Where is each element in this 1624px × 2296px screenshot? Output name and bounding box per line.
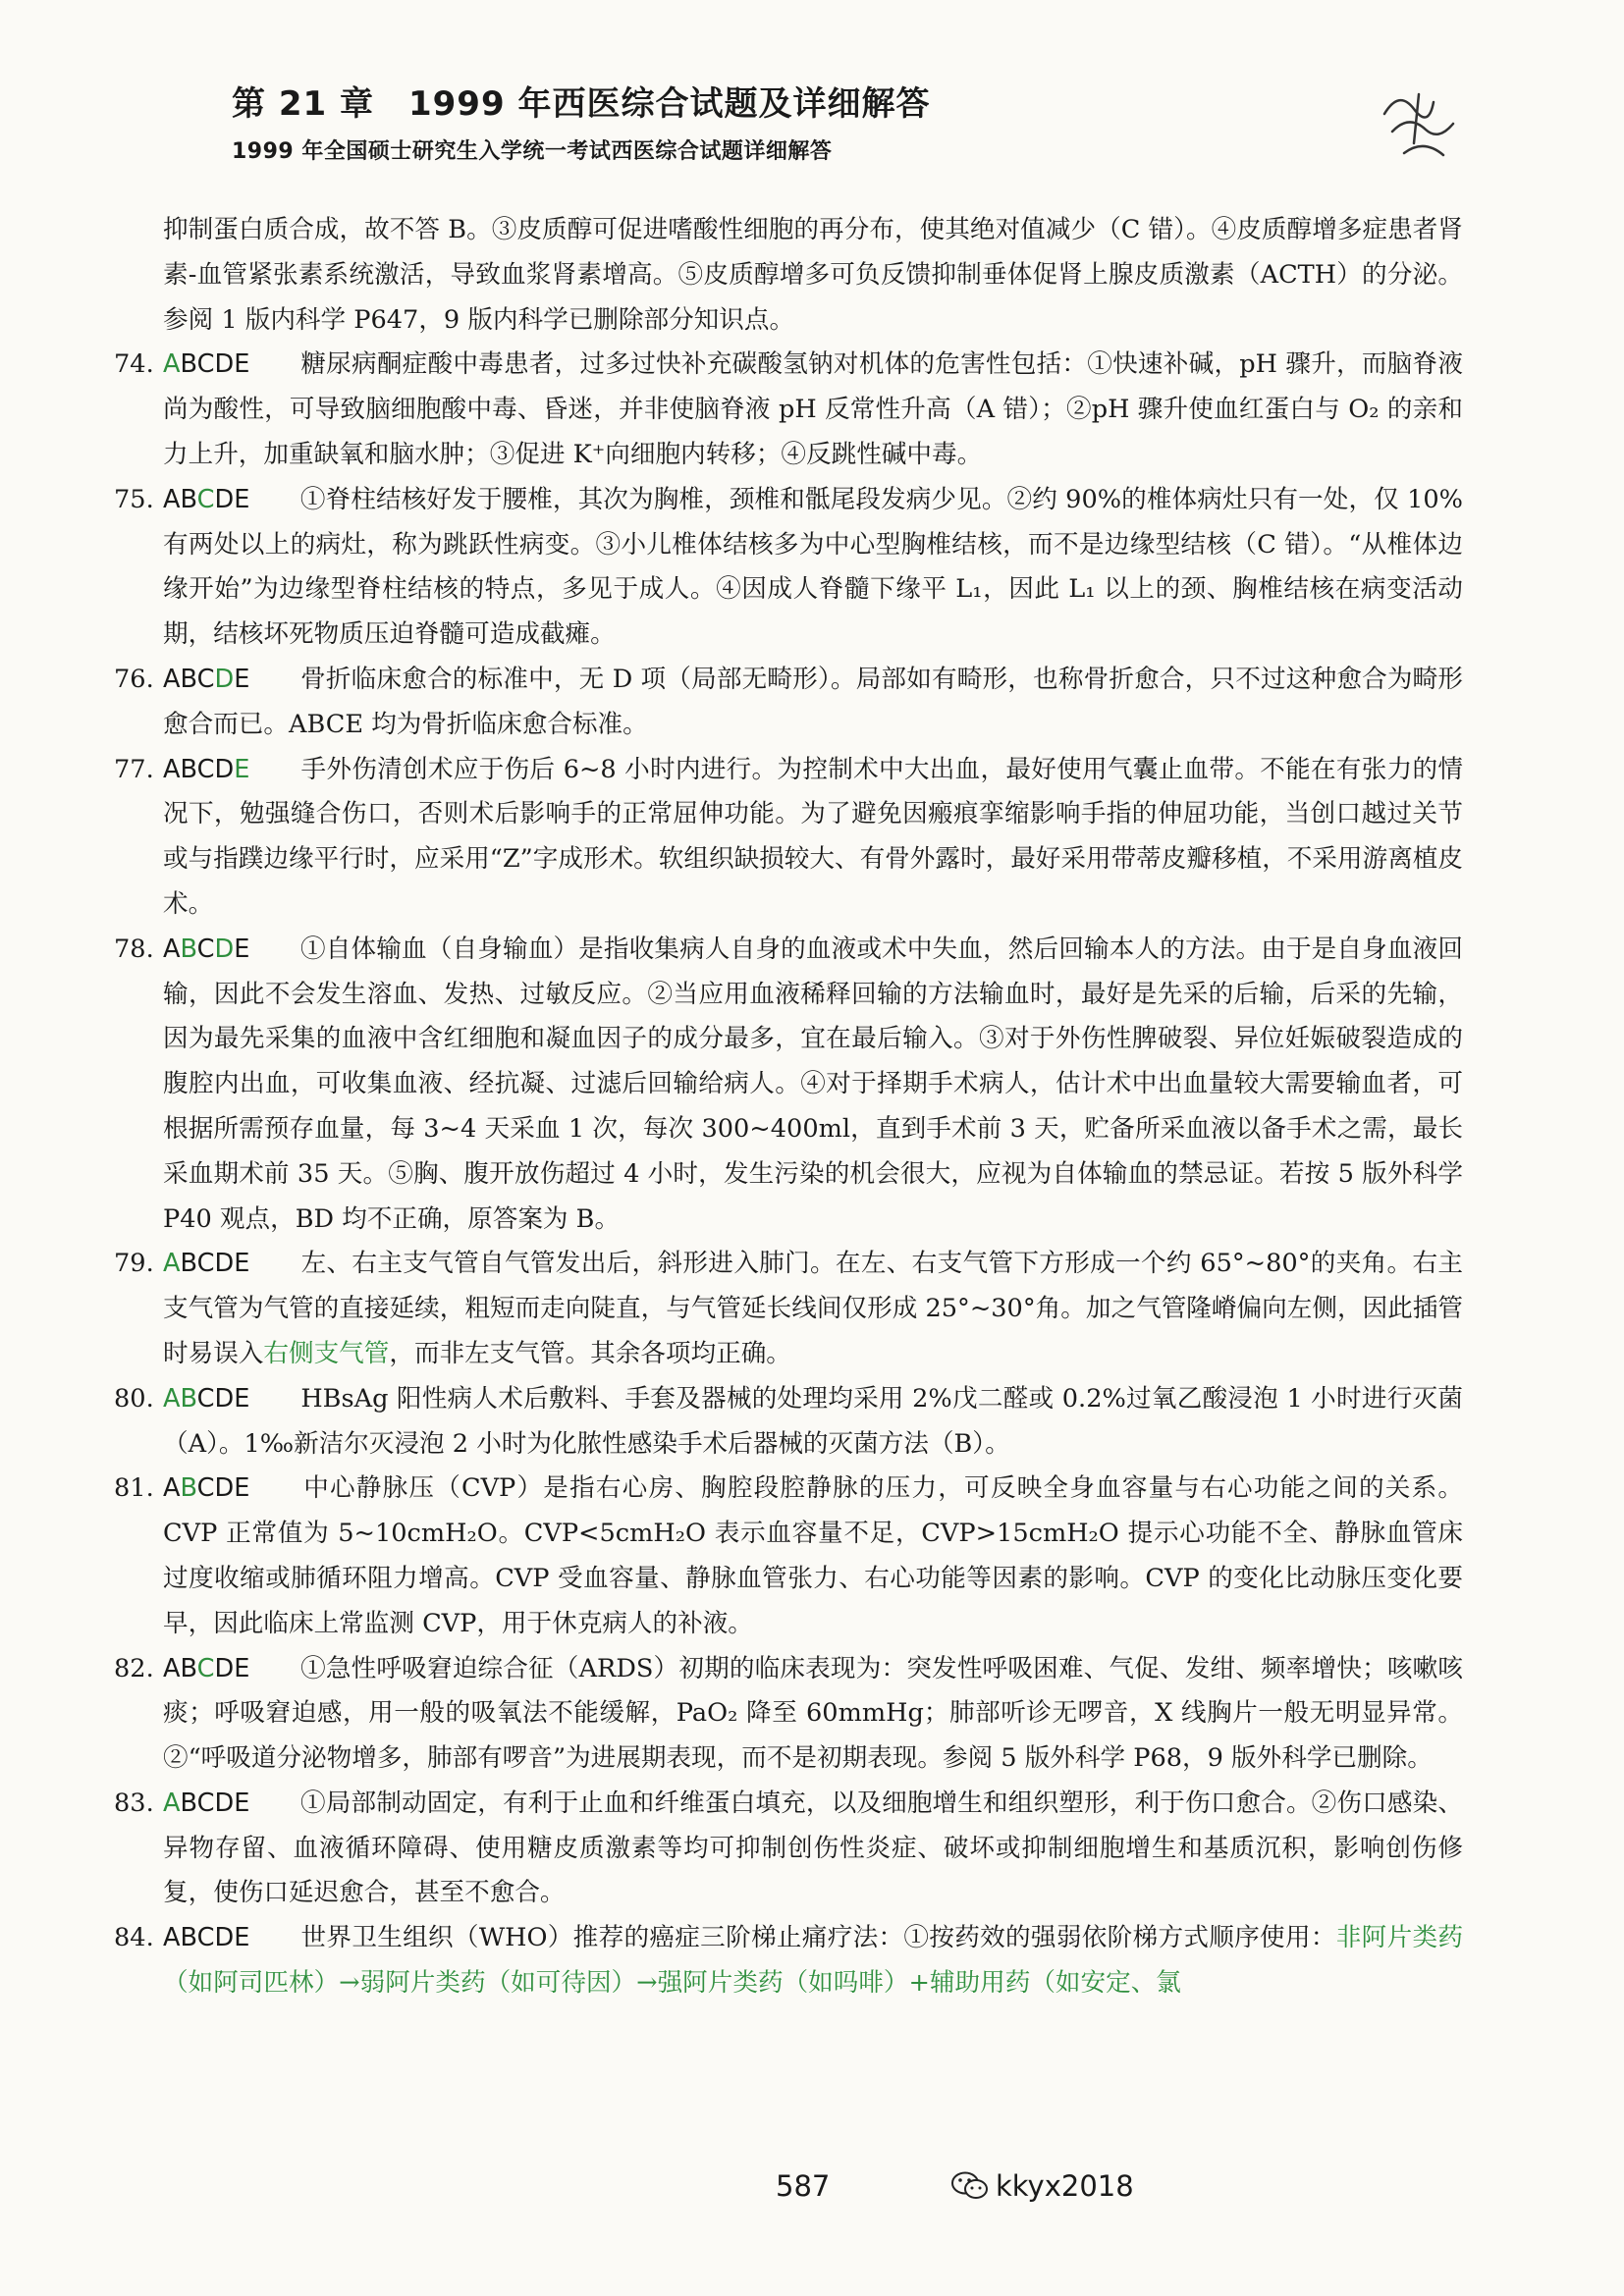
- option-letter: D: [214, 1249, 235, 1279]
- option-letter: A: [163, 664, 181, 694]
- answer-options: [163, 1923, 249, 1952]
- option-letter: C: [196, 1473, 215, 1504]
- answer-item: [114, 1647, 1463, 1782]
- question-number: 81.: [114, 1473, 154, 1504]
- explanation-text: 手外伤清创术应于伤后 6~8 小时内进行。为控制术中大出血，最好使用气囊止血带。不能在有张力的情况下，勉强缝合伤口，否则术后影响手的正常屈伸功能。为了避免因瘢痕挛缩影响手指的伸屈功能，当创口越过关节或与指蹼边缘平行时，应采用“Z”字成形术。软组织缺损较大、有骨外露时，最好采用带蒂皮瓣移植，不采用游离植皮术。: [163, 754, 1463, 919]
- explanation-text: ①局部制动固定，有利于止血和纤维蛋白填充，以及细胞增生和组织塑形，利于伤口愈合。②伤口感染、异物存留、血液循环障碍、使用糖皮质激素等均可抑制创伤性炎症、破坏或抑制细胞增生和基质沉积，影响创伤修复，使伤口延迟愈合，甚至不愈合。: [163, 1788, 1463, 1908]
- answer-options: [163, 485, 249, 514]
- answer-item: [114, 478, 1463, 658]
- explanation-text: 世界卫生组织（WHO）推荐的癌症三阶梯止痛疗法：①按药效的强弱依阶梯方式顺序使用：: [300, 1923, 1336, 1953]
- exam-subtitle: 1999 年全国硕士研究生入学统一考试西医综合试题详细解答: [232, 139, 833, 164]
- option-letter: D: [214, 1923, 235, 1953]
- option-letter: D: [214, 1788, 235, 1818]
- option-letter: D: [214, 754, 235, 784]
- option-letter: A: [163, 1473, 181, 1504]
- answer-options: [163, 1473, 249, 1503]
- option-letter: D: [214, 484, 235, 514]
- explanation-text: 左、右主支气管自气管发出后，斜形进入肺门。在左、右支气管下方形成一个约 65°~80°的夹角。右主支气管为气管的直接延续，粗短而走向陡直，与气管延长线间仅形成 25°~30°角。加之气管隆嵴偏向左侧，因此插管时易误入右侧支气管，而非左支气管。其余各项均正确。: [163, 1249, 1463, 1368]
- watermark-text: kkyx2018: [996, 2169, 1134, 2203]
- chapter-title: 第 21 章 1999 年西医综合试题及详细解答: [232, 84, 931, 124]
- option-letter: E: [234, 349, 250, 380]
- answer-item: [114, 1916, 1463, 2006]
- correct-option: A: [163, 1383, 181, 1414]
- answer-options: [163, 1249, 249, 1278]
- answer-item: [114, 1242, 1463, 1376]
- correct-option: A: [163, 1249, 181, 1279]
- explanation-text: ①急性呼吸窘迫综合征（ARDS）初期的临床表现为：突发性呼吸困难、气促、发绀、频率增快；咳嗽咳痰；呼吸窘迫感，用一般的吸氧法不能缓解，PaO₂ 降至 60mmHg；肺部听诊无啰音，X 线胸片一般无明显异常。②“呼吸道分泌物增多，肺部有啰音”为进展期表现，而不是初期表现。参阅 5 版外科学 P68，9 版外科学已删除。: [163, 1653, 1463, 1774]
- handwritten-mark-icon: [1375, 84, 1463, 173]
- explanation-text: ①脊柱结核好发于腰椎，其次为胸椎，颈椎和骶尾段发病少见。②约 90%的椎体病灶只有一处，仅 10%有两处以上的病灶，称为跳跃性病变。③小儿椎体结核多为中心型胸椎结核，而不是边缘型结核（C 错）。“从椎体边缘开始”为边缘型脊柱结核的特点，多见于成人。④因成人脊髓下缘平 L₁，因此 L₁ 以上的颈、胸椎结核在病变活动期，结核坏死物质压迫脊髓可造成截瘫。: [163, 484, 1463, 650]
- option-letter: B: [180, 1653, 197, 1683]
- correct-option: E: [234, 754, 250, 784]
- option-letter: D: [214, 1653, 235, 1683]
- option-letter: C: [196, 754, 215, 784]
- explanation-text: 糖尿病酮症酸中毒患者，过多过快补充碳酸氢钠对机体的危害性包括：①快速补碱，pH 骤升，而脑脊液尚为酸性，可导致脑细胞酸中毒、昏迷，并非使脑脊液 pH 反常性升高（A 错）；②pH 骤升使血红蛋白与 O₂ 的亲和力上升，加重缺氧和脑水肿；③促进 K⁺向细胞内转移；④反跳性碱中毒。: [163, 349, 1463, 469]
- option-letter: E: [234, 484, 250, 514]
- option-letter: D: [214, 349, 235, 380]
- answer-options: [163, 1654, 249, 1683]
- question-number: 76.: [114, 664, 154, 694]
- answer-options: [163, 1384, 249, 1414]
- option-letter: B: [180, 1249, 197, 1279]
- correct-option: D: [214, 934, 235, 964]
- option-letter: C: [196, 1923, 215, 1953]
- answer-item: [114, 658, 1463, 748]
- option-letter: D: [214, 1473, 235, 1504]
- option-letter: E: [234, 1788, 250, 1818]
- option-letter: E: [234, 1383, 250, 1414]
- option-letter: B: [180, 484, 197, 514]
- correct-option: B: [180, 1473, 197, 1504]
- option-letter: B: [180, 349, 197, 380]
- question-number: 75.: [114, 484, 154, 514]
- option-letter: C: [196, 664, 215, 694]
- option-letter: B: [180, 664, 197, 694]
- question-number: 82.: [114, 1653, 154, 1683]
- continued-paragraph: 抑制蛋白质合成，故不答 B。③皮质醇可促进嗜酸性细胞的再分布，使其绝对值减少（C 错）。④皮质醇增多症患者肾素-血管紧张素系统激活，导致血浆肾素增高。⑤皮质醇增多可负反馈抑制垂体促肾上腺皮质激素（ACTH）的分泌。参阅 1 版内科学 P647，9 版内科学已删除部分知识点。: [163, 215, 1463, 335]
- option-letter: B: [180, 1788, 197, 1818]
- option-letter: C: [196, 1383, 215, 1414]
- answer-item: [114, 1377, 1463, 1468]
- explanation-text: 中心静脉压（CVP）是指右心房、胸腔段腔静脉的压力，可反映全身血容量与右心功能之间的关系。CVP 正常值为 5~10cmH₂O。CVP<5cmH₂O 表示血容量不足，CVP>15cmH₂O 提示心功能不全、静脉血管床过度收缩或肺循环阻力增高。CVP 受血容量、静脉血管张力、右心功能等因素的影响。CVP 的变化比动脉压变化要早，因此临床上常监测 CVP，用于休克病人的补液。: [163, 1473, 1463, 1638]
- option-letter: A: [163, 754, 181, 784]
- option-letter: D: [214, 1383, 235, 1414]
- correct-option: A: [163, 349, 181, 380]
- answer-options: [163, 349, 249, 379]
- option-letter: A: [163, 1923, 181, 1953]
- answer-body: [114, 208, 1463, 2006]
- explanation-text: ①自体输血（自身输血）是指收集病人自身的血液或术中失血，然后回输本人的方法。由于是自身血液回输，因此不会发生溶血、发热、过敏反应。②当应用血液稀释回输的方法输血时，最好是先采的后输，后采的先输，因为最先采集的血液中含红细胞和凝血因子的成分最多，宜在最后输入。③对于外伤性脾破裂、异位妊娠破裂造成的腹腔内出血，可收集血液、经抗凝、过滤后回输给病人。④对于择期手术病人，估计术中出血量较大需要输血者，可根据所需预存血量，每 3~4 天采血 1 次，每次 300~400ml，直到手术前 3 天，贮备所采血液以备手术之需，最长采血期术前 35 天。⑤胸、腹开放伤超过 4 小时，发生污染的机会很大，应视为自体输血的禁忌证。若按 5 版外科学 P40 观点，BD 均不正确，原答案为 B。: [163, 934, 1463, 1234]
- question-number: 83.: [114, 1788, 154, 1818]
- answer-item: [114, 928, 1463, 1243]
- option-letter: E: [234, 1249, 250, 1279]
- answer-item: [114, 748, 1463, 928]
- highlighted-phrase: 右侧支气管: [263, 1338, 390, 1368]
- question-number: 79.: [114, 1249, 154, 1279]
- question-number: 84.: [114, 1923, 154, 1953]
- wechat-icon: [950, 2170, 990, 2202]
- correct-option: D: [214, 664, 235, 694]
- answer-options: [163, 755, 249, 784]
- option-letter: A: [163, 934, 181, 964]
- question-number: 80.: [114, 1383, 154, 1414]
- option-letter: B: [180, 754, 197, 784]
- option-letter: A: [163, 484, 181, 514]
- option-letter: A: [163, 1653, 181, 1683]
- answer-list: [114, 343, 1463, 2005]
- explanation-text: HBsAg 阳性病人术后敷料、手套及器械的处理均采用 2%戊二醛或 0.2%过氧乙酸浸泡 1 小时进行灭菌（A）。1‰新洁尔灭浸泡 2 小时为化脓性感染手术后器械的灭菌方法（B）。: [163, 1383, 1463, 1459]
- answer-item: [114, 1467, 1463, 1646]
- watermark: [950, 2169, 1134, 2203]
- option-letter: C: [196, 1788, 215, 1818]
- answer-options: [163, 665, 249, 694]
- correct-option: C: [196, 1653, 215, 1683]
- question-number: 74.: [114, 349, 154, 380]
- option-letter: E: [234, 1923, 250, 1953]
- option-letter: E: [234, 1473, 250, 1504]
- option-letter: C: [196, 349, 215, 380]
- question-number: 78.: [114, 934, 154, 964]
- answer-options: [163, 1789, 249, 1818]
- option-letter: C: [196, 934, 215, 964]
- explanation-text: 骨折临床愈合的标准中，无 D 项（局部无畸形）。局部如有畸形，也称骨折愈合，只不过这种愈合为畸形愈合而已。ABCE 均为骨折临床愈合标准。: [163, 664, 1463, 739]
- question-number: 77.: [114, 754, 154, 784]
- option-letter: E: [234, 1653, 250, 1683]
- answer-item: [114, 343, 1463, 477]
- correct-option: C: [196, 484, 215, 514]
- answer-item: [114, 1782, 1463, 1916]
- correct-option: B: [180, 934, 197, 964]
- page-header: [232, 77, 930, 165]
- highlighted-phrase: 非阿片类药（如阿司匹林）→弱阿片类药（如可待因）→强阿片类药（如吗啡）+辅助用药（如安定、氯: [163, 1923, 1463, 1999]
- correct-option: B: [180, 1383, 197, 1414]
- answer-options: [163, 934, 249, 964]
- option-letter: C: [196, 1249, 215, 1279]
- option-letter: E: [234, 934, 250, 964]
- page-number: 587: [776, 2169, 831, 2203]
- option-letter: E: [234, 664, 250, 694]
- correct-option: A: [163, 1788, 181, 1818]
- option-letter: B: [180, 1923, 197, 1953]
